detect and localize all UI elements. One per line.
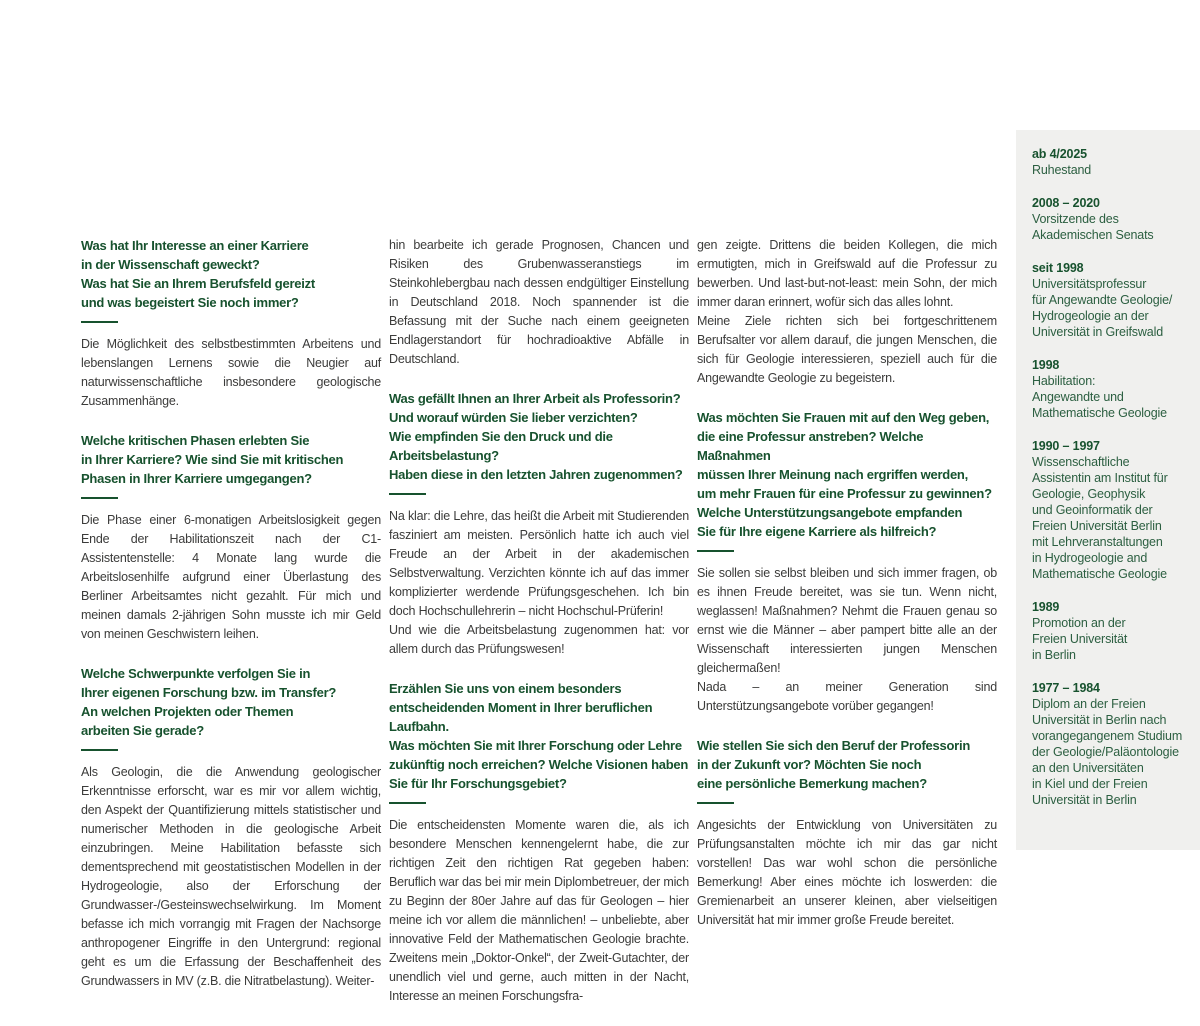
cv-entry-period: 2008 – 2020 xyxy=(1032,196,1100,210)
cv-entry-text: Geologie, Geophysik xyxy=(1032,487,1146,501)
answer-block xyxy=(81,335,381,411)
cv-entry-text: Mathematische Geologie xyxy=(1032,567,1167,581)
cv-entry-text: Diplom an der Freien xyxy=(1032,697,1146,711)
answer-paragraph: Die Phase einer 6-monatigen Arbeitslosigkeit gegen Ende der Habilitationszeit nach der C1-Assistentenstelle: 4 Monate lang wurde die Arbeitslosenhilfe aufgrund einer Überlastung des Berliner Arbeitsamtes nicht gezahlt. Für mich und meinen damals 2-jährigen Sohn musste ich mir Geld von meinen Geschwistern leihen. xyxy=(81,513,381,641)
cv-entry-text: für Angewandte Geologie/ xyxy=(1032,293,1173,307)
cv-entry-text: Wissenschaftliche xyxy=(1032,455,1130,469)
question-block xyxy=(389,389,689,495)
cv-entry-text: in Berlin xyxy=(1032,648,1076,662)
question-divider xyxy=(81,749,118,751)
question-block xyxy=(697,408,997,552)
cv-entry-text: an den Universitäten xyxy=(1032,761,1144,775)
cv-entry xyxy=(1032,438,1186,582)
cv-entry xyxy=(1032,260,1186,340)
answer-paragraph: Die Möglichkeit des selbstbestimmten Arbeitens und lebenslangen Lernens sowie die Neugier auf naturwissenschaftliche insbesondere geologische Zusammenhänge. xyxy=(81,337,381,408)
question-divider xyxy=(697,550,734,552)
answer-paragraph: Nada – an meiner Generation sind Unterstützungsangebote vorüber gegangen! xyxy=(697,680,997,713)
answer-paragraph: Na klar: die Lehre, das heißt die Arbeit mit Studierenden fasziniert am meisten. Persönlich hatte ich auch viel Freude an der Arbeit in der akademischen Selbstverwaltung. Verzichten könnte ich auf das immer komplizierter werdende Prüfungsgeschehen. Ich bin doch Hochschullehrerin – nicht Hochschul-Prüferin! xyxy=(389,509,689,618)
cv-entry-period: ab 4/2025 xyxy=(1032,147,1087,161)
answer-block xyxy=(697,236,997,388)
question-divider xyxy=(389,802,426,804)
question-text: Erzählen Sie uns von einem besonders entscheidenden Moment in Ihrer beruflichen Laufbahn. Was möchten Sie mit Ihrer Forschung oder Lehre zukünftig noch erreichen? Welche Visionen haben Sie für Ihr Forschungsgebiet? xyxy=(389,681,689,791)
answer-paragraph: Angesichts der Entwicklung von Universitäten zu Prüfungsanstalten möchte ich mir das gar nicht vorstellen! Das war wohl schon die persönliche Bemerkung! Aber eines möchte ich loswerden: die Gremienarbeit an unserer kleinen, aber vielseitigen Universität hat mir immer große Freude bereitet. xyxy=(697,818,997,927)
answer-block xyxy=(389,816,689,1006)
cv-entry-text: Freien Universität Berlin xyxy=(1032,519,1162,533)
interview-column-1 xyxy=(81,236,381,1011)
answer-paragraph: Meine Ziele richten sich bei fortgeschrittenem Berufsalter vor allem darauf, die jungen Menschen, die sich für Geologie interessieren, speziell auch für die Angewandte Geologie zu begeistern. xyxy=(697,314,997,385)
cv-entry xyxy=(1032,195,1186,243)
cv-entry-text: in Kiel und der Freien xyxy=(1032,777,1148,791)
question-text: Welche Schwerpunkte verfolgen Sie in Ihrer eigenen Forschung bzw. im Transfer? An welchen Projekten oder Themen arbeiten Sie gerade? xyxy=(81,666,337,738)
question-divider xyxy=(389,493,426,495)
question-divider xyxy=(697,802,734,804)
interview-column-2 xyxy=(389,236,689,1026)
question-divider xyxy=(81,497,118,499)
answer-block xyxy=(81,511,381,644)
cv-entry-text: Hydrogeologie an der xyxy=(1032,309,1149,323)
answer-block xyxy=(697,564,997,716)
question-text: Was möchten Sie Frauen mit auf den Weg geben, die eine Professur anstreben? Welche Maßnahmen müssen Ihrer Meinung nach ergriffen werden, um mehr Frauen für eine Professur zu gewinnen? Welche Unterstützungsangebote empfanden Sie für Ihre eigene Karriere als hilfreich? xyxy=(697,410,992,539)
answer-block xyxy=(697,816,997,930)
cv-entry-text: Mathematische Geologie xyxy=(1032,406,1167,420)
question-block xyxy=(697,736,997,804)
cv-entry-text: Promotion an der xyxy=(1032,616,1126,630)
cv-entry-text: Angewandte und xyxy=(1032,390,1124,404)
answer-block xyxy=(389,236,689,369)
answer-paragraph: Und wie die Arbeitsbelastung zugenommen hat: vor allem durch das Prüfungswesen! xyxy=(389,623,689,656)
question-divider xyxy=(81,321,118,323)
cv-entry-period: 1990 – 1997 xyxy=(1032,439,1100,453)
question-block xyxy=(81,431,381,499)
question-block xyxy=(81,664,381,751)
answer-paragraph: hin bearbeite ich gerade Prognosen, Chancen und Risiken des Grubenwasseranstiegs im Steinkohlebergbau nach dessen endgültiger Einstellung in Deutschland 2018. Noch spannender ist die Befassung mit der Suche nach einem geeigneten Endlagerstandort für hochradioaktive Abfälle in Deutschland. xyxy=(389,238,689,366)
cv-entry-period: 1977 – 1984 xyxy=(1032,681,1100,695)
cv-entry xyxy=(1032,680,1186,808)
cv-entry xyxy=(1032,599,1186,663)
cv-entry-period: seit 1998 xyxy=(1032,261,1084,275)
cv-entry-text: Assistentin am Institut für xyxy=(1032,471,1168,485)
cv-entry-text: Akademischen Senats xyxy=(1032,228,1154,242)
cv-entry-text: mit Lehrveranstaltungen xyxy=(1032,535,1163,549)
question-block xyxy=(389,679,689,804)
cv-entry-period: 1998 xyxy=(1032,358,1060,372)
answer-paragraph: Als Geologin, die die Anwendung geologischer Erkenntnisse erforscht, war es mir vor allem wichtig, den Aspekt der Quantifizierung mittels statistischer und numerischer Methoden in die geologische Arbeit einzubringen. Meine Habilitation befasste sich dementsprechend mit geostatistischen Modellen in der Hydrogeologie, also der Erforschung der Grundwasser-/Gesteinswechselwirkung. Im Moment befasse ich mich vorrangig mit Fragen der Nachsorge anthropogener Eingriffe in den Untergrund: regional geht es um die Erfassung der Beschaffenheit des Grundwassers in MV (z.B. die Nitratbelastung). Weiter- xyxy=(81,765,381,988)
question-text: Wie stellen Sie sich den Beruf der Professorin in der Zukunft vor? Möchten Sie noch eine persönliche Bemerkung machen? xyxy=(697,738,971,791)
cv-entry-text: Ruhestand xyxy=(1032,163,1092,177)
cv-entry-text: der Geologie/Paläontologie xyxy=(1032,745,1179,759)
cv-entry-text: vorangegangenem Studium xyxy=(1032,729,1183,743)
cv-entry-text: Universität in Berlin xyxy=(1032,793,1137,807)
answer-block xyxy=(389,507,689,659)
question-text: Welche kritischen Phasen erlebten Sie in Ihrer Karriere? Wie sind Sie mit kritischen Phasen in Ihrer Karriere umgegangen? xyxy=(81,433,344,486)
cv-entry xyxy=(1032,146,1186,178)
cv-entry-text: und Geoinformatik der xyxy=(1032,503,1153,517)
cv-entry xyxy=(1032,357,1186,421)
cv-entry-text: Habilitation: xyxy=(1032,374,1096,388)
cv-entry-text: Freien Universität xyxy=(1032,632,1128,646)
question-block xyxy=(81,236,381,323)
cv-entry-text: Universität in Greifswald xyxy=(1032,325,1164,339)
cv-entry-text: Vorsitzende des xyxy=(1032,212,1119,226)
answer-block xyxy=(81,763,381,991)
answer-paragraph: Die entscheidensten Momente waren die, als ich besondere Menschen kennengelernt habe, die zur richtigen Zeit den richtigen Rat gegeben haben: Beruflich war das bei mir mein Diplombetreuer, der mich zu Beginn der 80er Jahre auf das für Geologen – hier meine ich vor allem die männlichen! – unbeliebte, aber innovative Feld der Mathematischen Geologie brachte. Zweitens mein „Doktor-Onkel“, der Zweit-Gutachter, der unendlich viel und gerne, auch mitten in der Nacht, Interesse an meinen Forschungsfra- xyxy=(389,818,689,1003)
answer-paragraph: gen zeigte. Drittens die beiden Kollegen, die mich ermutigten, mich in Greifswald auf die Professur zu bewerben. Und last-but-not-least: mein Sohn, der mich immer daran erinnert, wofür sich das alles lohnt. xyxy=(697,238,997,309)
answer-paragraph: Sie sollen sie selbst bleiben und sich immer fragen, ob es ihnen Freude bereitet, was sie tun. Wenn nicht, weglassen! Maßnahmen? Nehmt die Frauen genau so ernst wie die Männer – aber pampert bitte alle an der Wissenschaft interessierten jungen Menschen gleichermaßen! xyxy=(697,566,997,675)
question-text: Was gefällt Ihnen an Ihrer Arbeit als Professorin? Und worauf würden Sie lieber verzichten? Wie empfinden Sie den Druck und die Arbeitsbelastung? Haben diese in den letzten Jahren zugenommen? xyxy=(389,391,683,482)
interview-column-3 xyxy=(697,236,997,950)
cv-sidebar xyxy=(1016,130,1200,850)
cv-entry-text: in Hydrogeologie and xyxy=(1032,551,1148,565)
question-text: Was hat Ihr Interesse an einer Karriere in der Wissenschaft geweckt? Was hat Sie an Ihrem Berufsfeld gereizt und was begeistert Sie noch immer? xyxy=(81,238,315,310)
cv-entry-text: Universität in Berlin nach xyxy=(1032,713,1167,727)
cv-entry-text: Universitätsprofessur xyxy=(1032,277,1147,291)
cv-entry-period: 1989 xyxy=(1032,600,1060,614)
